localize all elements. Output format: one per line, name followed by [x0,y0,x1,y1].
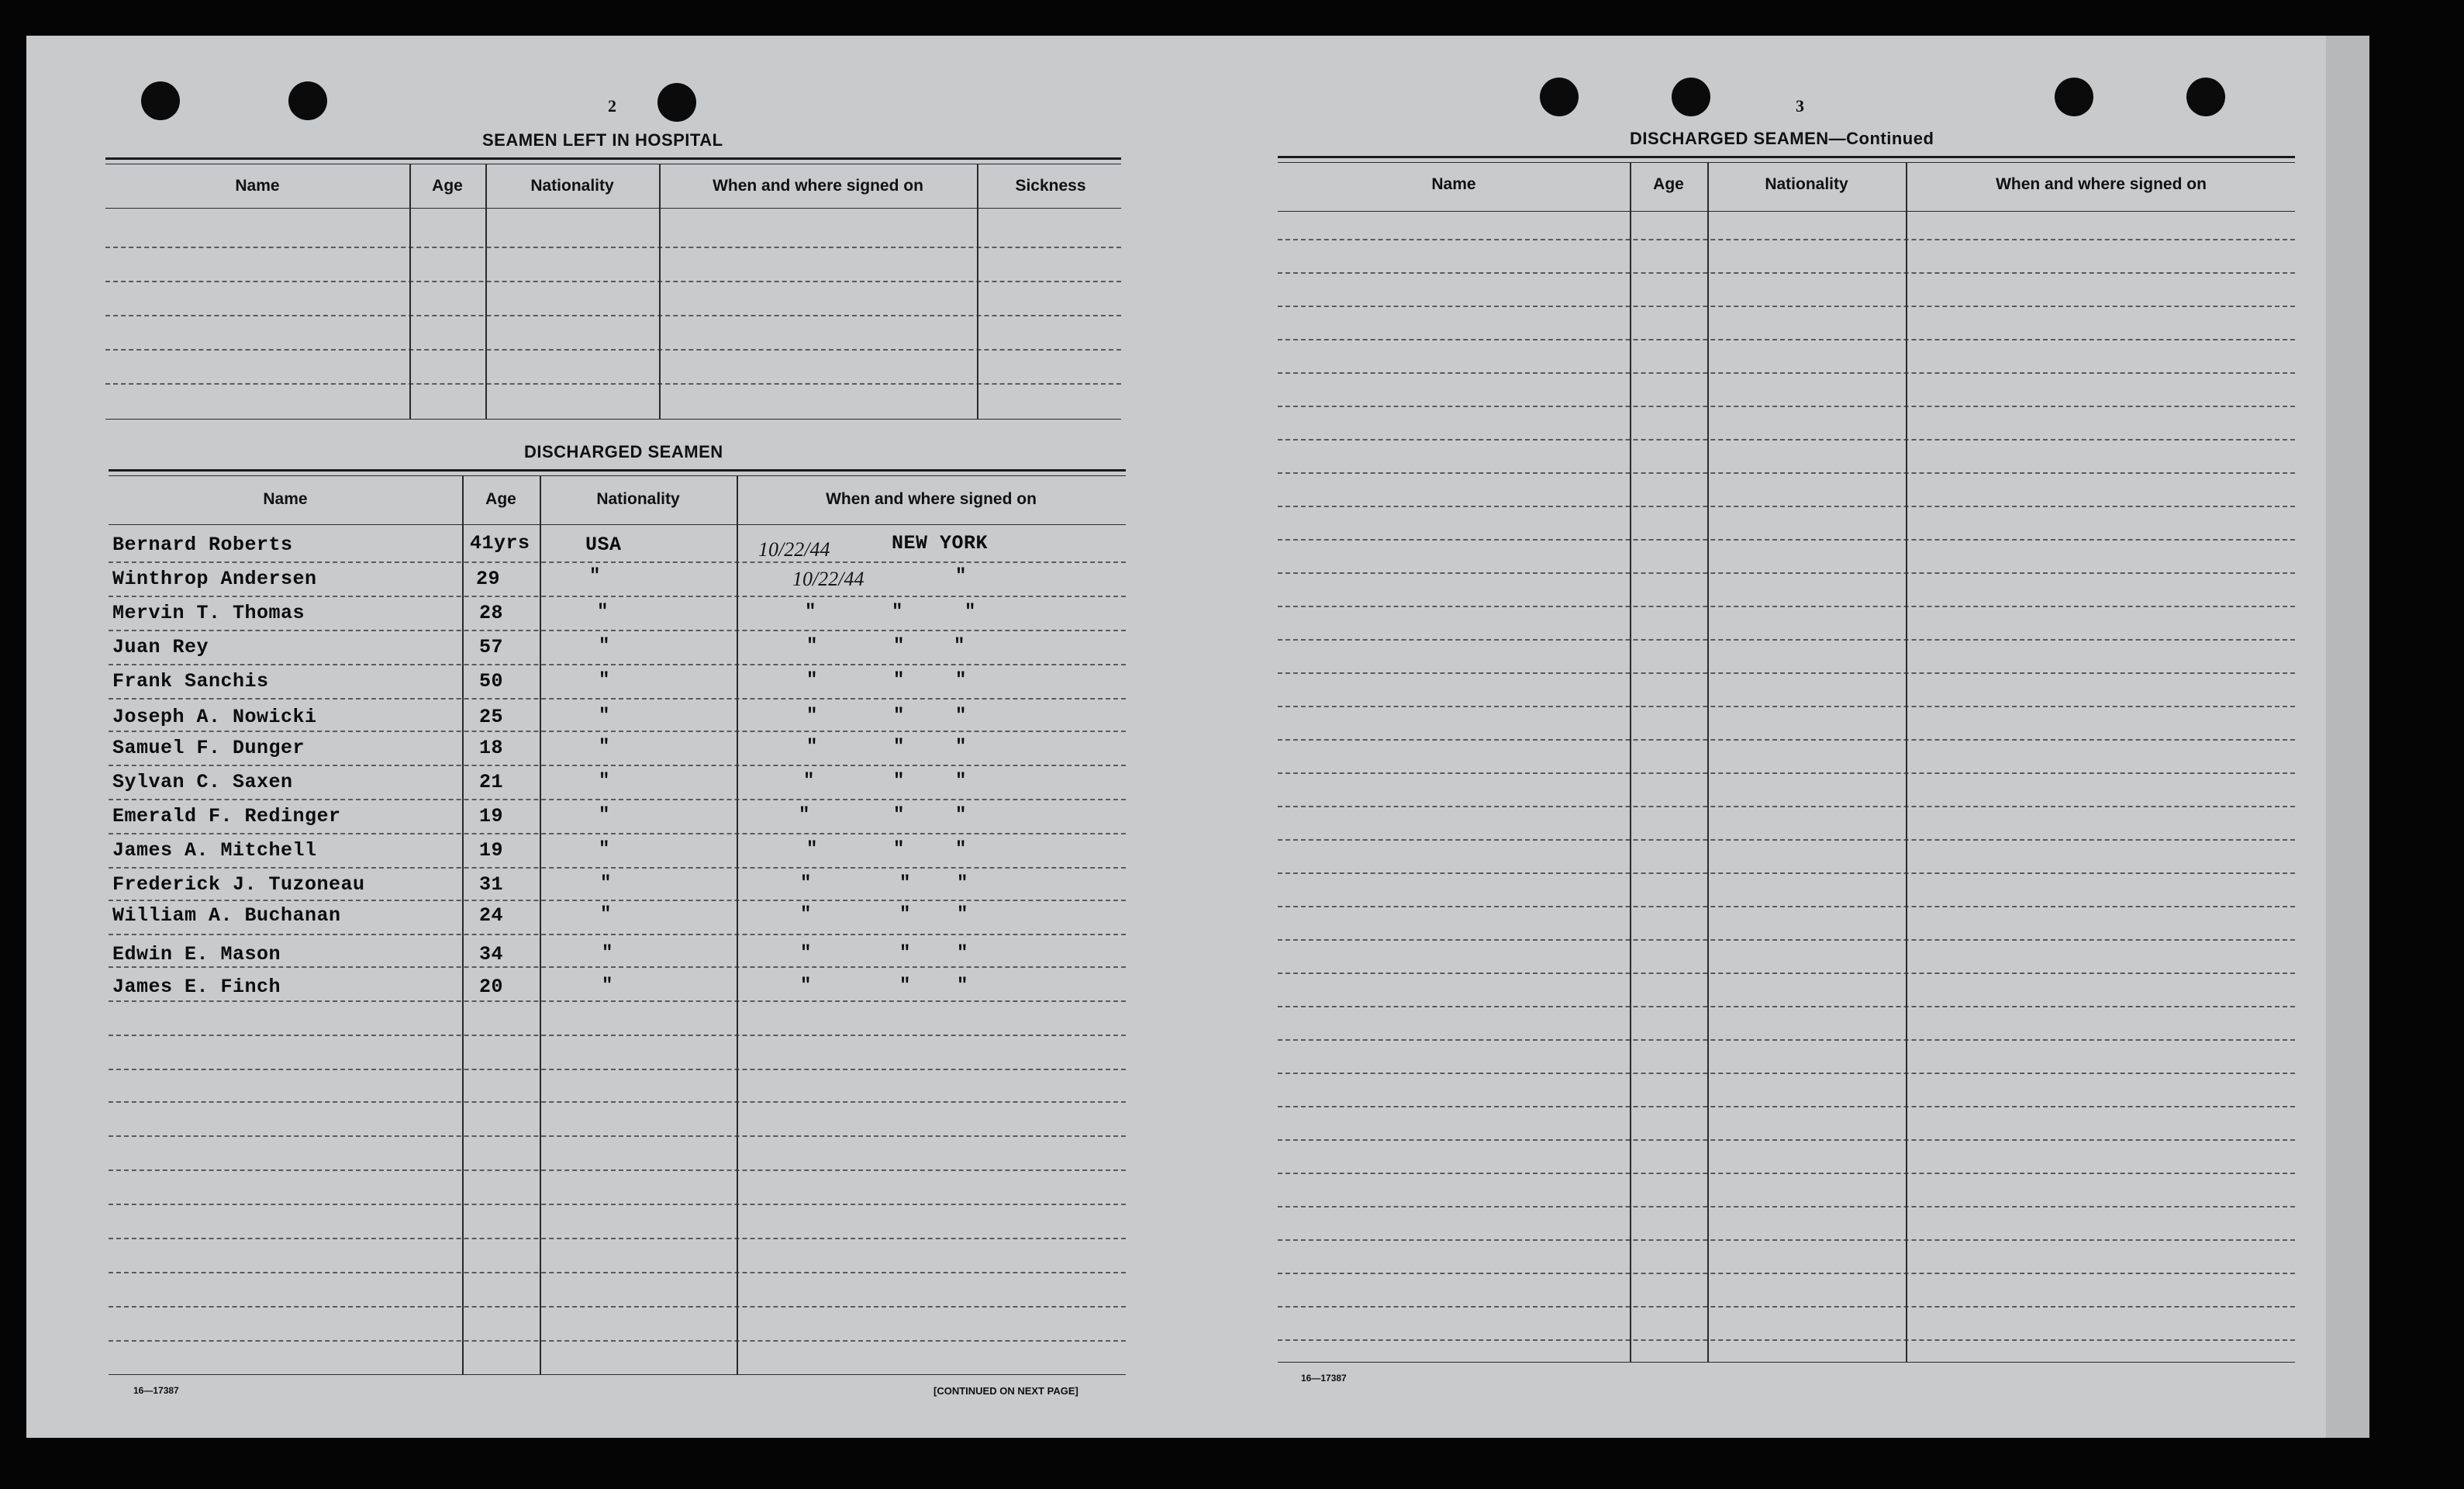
seaman-signed-port: " [955,771,967,792]
discharged-col-divider [540,476,541,1374]
ruled-line [109,1101,1126,1103]
hospital-col-divider [409,164,411,419]
ruled-line [109,966,1126,968]
ruled-line [109,1069,1126,1070]
seaman-age: 18 [479,737,504,759]
ruled-line [109,833,1126,834]
seaman-age: 41yrs [470,532,530,554]
seaman-signed-date: " [806,636,818,657]
ruled-line [109,731,1126,732]
hospital-col-divider [977,164,978,419]
seaman-nationality: " [599,737,610,758]
seaman-nationality: " [599,636,610,657]
ruled-line [109,698,1126,700]
right-section-title: DISCHARGED SEAMEN—Continued [1630,129,1934,148]
ruled-line [1278,906,2295,907]
hospital-row-line [105,315,1121,316]
right-col-name: Name [1431,175,1476,193]
seaman-signed-date-2: " [892,602,903,623]
seaman-nationality: " [589,566,601,587]
seaman-name: Juan Rey [112,636,209,658]
seaman-name: Winthrop Andersen [112,568,317,590]
ruled-line [1278,1073,2295,1074]
right-col-divider [1630,163,1631,1362]
hospital-top-rule [105,157,1121,160]
seaman-signed-date: 10/22/44 [792,568,864,590]
seaman-age: 25 [479,706,504,728]
discharged-section-title: DISCHARGED SEAMEN [524,442,723,461]
ruled-line [109,867,1126,869]
ruled-line [1278,539,2295,541]
seaman-nationality: " [600,904,612,925]
seaman-age: 21 [479,771,504,793]
page-number-right: 3 [1796,96,1804,116]
ruled-line [109,1340,1126,1342]
ruled-line [109,1169,1126,1171]
seaman-signed-port: " [955,737,967,758]
seaman-signed-port: " [955,805,967,826]
right-top-rule [1278,156,2295,158]
seaman-signed-port: " [954,636,965,657]
discharged-top-rule [109,469,1126,472]
ruled-line [109,561,1126,563]
hospital-col-nationality: Nationality [530,177,614,195]
seaman-age: 34 [479,943,504,966]
seaman-nationality: " [599,670,610,691]
ruled-line [109,596,1126,597]
seaman-name: Emerald F. Redinger [112,805,341,827]
discharged-col-nationality: Nationality [596,490,680,508]
seaman-nationality: " [599,706,610,727]
seaman-age: 29 [476,568,501,590]
seaman-signed-date-2: " [893,706,905,727]
seaman-signed-date: " [800,904,812,925]
discharged-col-divider [737,476,738,1374]
seaman-signed-date-2: " [899,873,911,894]
seaman-signed-date-2: " [893,805,905,826]
seaman-signed-date-2: " [899,904,911,925]
seaman-signed-port: " [955,839,967,860]
seaman-nationality: " [599,839,610,860]
ruled-line [1278,806,2295,807]
seaman-signed-date-2: " [893,636,905,657]
seaman-age: 57 [479,636,504,658]
hospital-row-line [105,349,1121,351]
ruled-line [109,1000,1126,1002]
seaman-name: Edwin E. Mason [112,943,281,966]
discharged-col-name: Name [263,490,308,508]
seaman-signed-port: " [957,943,968,964]
ruled-line [1278,639,2295,641]
seaman-nationality: " [599,805,610,826]
hospital-col-sickness: Sickness [1015,177,1086,195]
ruled-line [109,765,1126,766]
ruled-line [1278,973,2295,974]
seaman-name: James A. Mitchell [112,839,317,862]
ruled-line [109,1204,1126,1205]
hospital-row-line [105,247,1121,248]
seaman-signed-date: 10/22/44 [758,538,830,561]
seaman-signed-date: " [800,976,812,997]
ruled-line [109,1306,1126,1308]
hospital-col-name: Name [235,177,280,195]
form-number-right: 16—17387 [1301,1373,1347,1384]
seaman-signed-date: " [806,670,818,691]
right-col-age: Age [1653,175,1684,193]
hospital-col-divider [659,164,661,419]
ruled-line [109,630,1126,631]
seaman-signed-date: " [806,706,818,727]
seaman-name: Frank Sanchis [112,670,269,693]
discharged-col-signed-on: When and where signed on [826,490,1037,508]
right-bottom-rule [1278,1362,2295,1363]
ruled-line [1278,306,2295,307]
discharged-header-rule [109,524,1126,525]
seaman-age: 50 [479,670,504,693]
seaman-name: James E. Finch [112,976,281,998]
ruled-line [1278,1039,2295,1041]
right-header-rule [1278,211,2295,212]
seaman-signed-date-2: " [893,670,905,691]
ruled-line [109,1135,1126,1137]
punch-hole [1672,78,1710,116]
seaman-age: 24 [479,904,504,927]
ruled-line [1278,1339,2295,1341]
hospital-col-divider [485,164,487,419]
seaman-signed-port: " [957,904,968,925]
seaman-age: 20 [479,976,504,998]
ruled-line [109,934,1126,935]
continued-note: [CONTINUED ON NEXT PAGE] [933,1385,1078,1397]
seaman-name: William A. Buchanan [112,904,341,927]
right-col-divider [1707,163,1709,1362]
ruled-line [109,900,1126,901]
hospital-header-rule [105,208,1121,209]
seaman-signed-date: " [800,943,812,964]
seaman-signed-port: " [957,976,968,997]
seaman-age: 28 [479,602,504,624]
discharged-bottom-rule [109,1374,1126,1375]
seaman-signed-date-2: " [893,737,905,758]
seaman-age: 19 [479,839,504,862]
discharged-col-divider [462,476,464,1374]
form-number-left: 16—17387 [133,1385,179,1396]
ruled-line [1278,872,2295,874]
sheet-edge [2326,36,2369,1438]
punch-hole [657,83,696,122]
ruled-line [1278,1173,2295,1174]
seaman-signed-date-2: " [899,943,911,964]
ruled-line [1278,339,2295,340]
ruled-line [109,799,1126,800]
ruled-line [1278,739,2295,741]
punch-hole [288,81,327,120]
discharged-top-rule-2 [109,475,1126,476]
seaman-signed-date: " [803,771,815,792]
ruled-line [1278,939,2295,941]
seaman-signed-date: " [806,737,818,758]
seaman-name: Joseph A. Nowicki [112,706,317,728]
seaman-signed-port: " [955,706,967,727]
hospital-col-signed-on: When and where signed on [713,177,923,195]
right-col-signed-on: When and where signed on [1996,175,2207,193]
seaman-signed-port: " [955,670,967,691]
ruled-line [1278,672,2295,674]
seaman-signed-date: " [806,839,818,860]
ruled-line [1278,1206,2295,1207]
hospital-row-line [105,383,1121,385]
hospital-row-line [105,281,1121,282]
seaman-nationality: USA [585,534,622,556]
seaman-name: Samuel F. Dunger [112,737,305,759]
seaman-nationality: " [597,602,609,623]
right-col-nationality: Nationality [1765,175,1848,193]
seaman-nationality: " [599,771,610,792]
ruled-line [1278,439,2295,440]
seaman-name: Sylvan C. Saxen [112,771,293,793]
seaman-nationality: " [602,976,613,997]
ruled-line [109,664,1126,665]
ruled-line [1278,239,2295,240]
seaman-signed-date: " [799,805,810,826]
seaman-name: Frederick J. Tuzoneau [112,873,365,896]
ruled-line [1278,506,2295,507]
ruled-line [1278,572,2295,574]
ruled-line [1278,1106,2295,1107]
ruled-line [1278,1006,2295,1007]
seaman-name: Bernard Roberts [112,534,293,556]
ruled-line [109,1272,1126,1273]
seaman-signed-date: " [800,873,812,894]
ruled-line [109,1238,1126,1239]
ruled-line [1278,1273,2295,1274]
ruled-line [1278,406,2295,407]
seaman-age: 31 [479,873,504,896]
ruled-line [1278,1139,2295,1141]
discharged-col-age: Age [485,490,516,508]
ruled-line [1278,606,2295,607]
punch-hole [1540,78,1579,116]
seaman-signed-date-2: " [899,976,911,997]
seaman-signed-port: " [957,873,968,894]
punch-hole [2055,78,2093,116]
seaman-nationality: " [602,943,613,964]
right-col-divider [1906,163,1907,1362]
punch-hole [141,81,180,120]
hospital-col-age: Age [432,177,463,195]
seaman-name: Mervin T. Thomas [112,602,305,624]
hospital-section-title: SEAMEN LEFT IN HOSPITAL [482,130,723,150]
seaman-signed-date-2: " [893,771,905,792]
ruled-line [109,1035,1126,1036]
ruled-line [1278,839,2295,841]
ruled-line [1278,272,2295,274]
ruled-line [1278,1306,2295,1308]
seaman-nationality: " [600,873,612,894]
page-number-left: 2 [608,96,616,116]
punch-hole [2186,78,2225,116]
right-top-rule-2 [1278,162,2295,163]
seaman-signed-port: " [955,566,967,587]
seaman-signed-date: " [805,602,816,623]
ruled-line [1278,472,2295,474]
ruled-line [1278,372,2295,374]
ruled-line [1278,1239,2295,1241]
seaman-signed-port: " [965,602,976,623]
ruled-line [1278,772,2295,774]
seaman-signed-date-2: " [893,839,905,860]
seaman-signed-port: NEW YORK [892,532,989,554]
seaman-age: 19 [479,805,504,827]
ruled-line [1278,706,2295,707]
hospital-bottom-rule [105,419,1121,420]
